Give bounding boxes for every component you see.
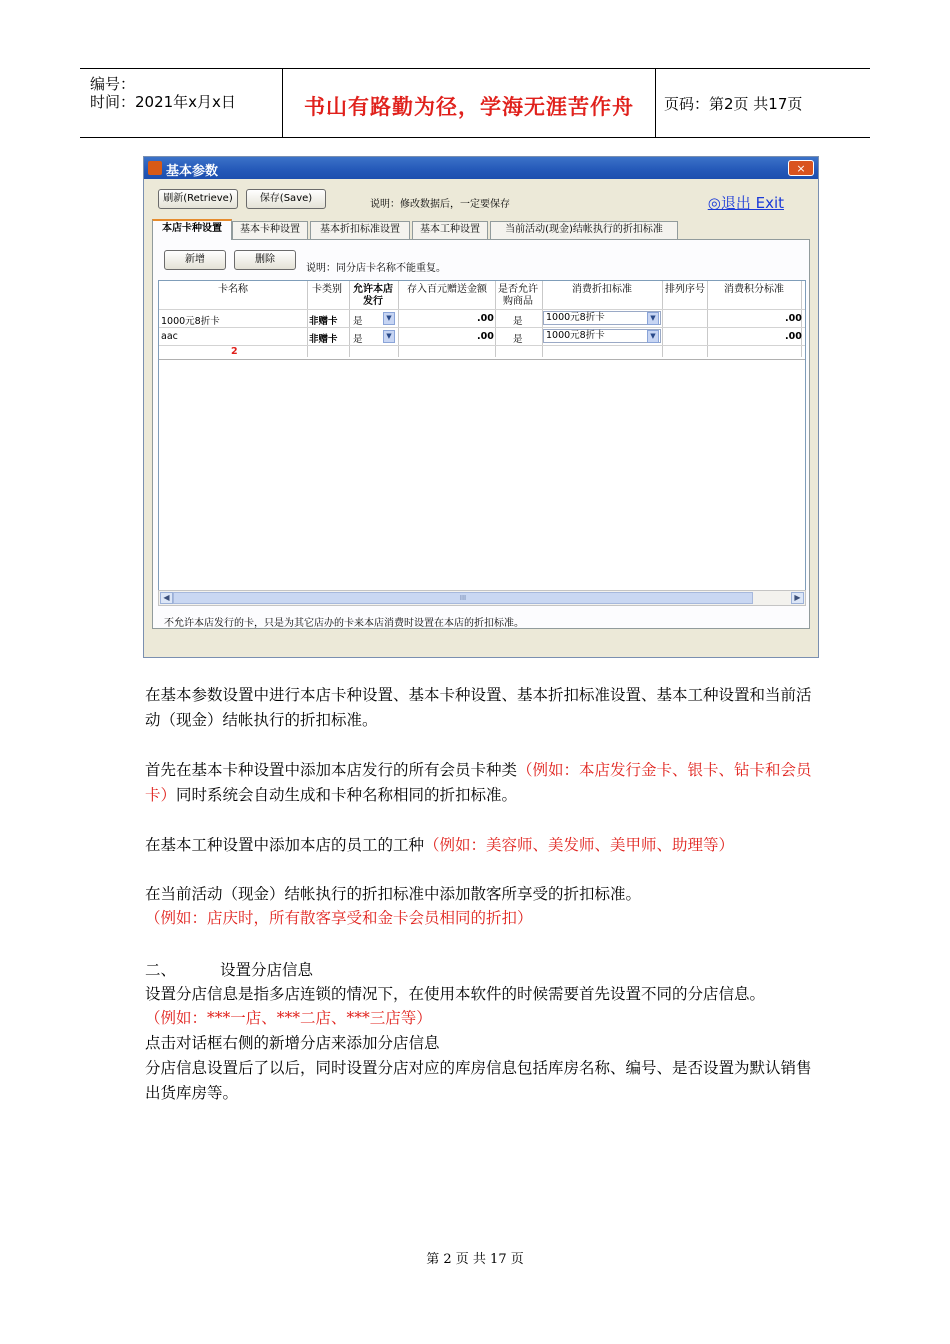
section-title: 设置分店信息 [220,961,314,979]
col-gift-amount: 存入百元赠送金额 [407,284,487,295]
tab-current-activity[interactable]: 当前活动(现金)结帐执行的折扣标准 [490,221,678,239]
paragraph-5-example: （例如：***一店、***二店、***三店等） [145,1009,432,1027]
row-count-marker: 2 [231,346,238,357]
row2-discount-select[interactable]: 1000元8折卡 [543,329,661,343]
row1-discount-select[interactable]: 1000元8折卡 [543,311,661,325]
paragraph-5: 设置分店信息是指多店连锁的情况下，在使用本软件的时候需要首先设置不同的分店信息。 [145,985,766,1003]
scroll-right-icon[interactable]: ▶ [791,592,804,604]
p2-tail: 同时系统会自动生成和卡种名称相同的折扣标准。 [176,786,518,804]
tab-basic-job-types[interactable]: 基本工种设置 [412,221,488,239]
refresh-button[interactable]: 刷新(Retrieve) [158,189,238,209]
chevron-down-icon[interactable]: ▼ [383,330,395,343]
row1-card-name[interactable]: 1000元8折卡 [161,316,220,327]
motto: 书山有路勤为径，学海无涯苦作舟 [304,95,634,119]
col-sort-order: 排列序号 [665,284,705,295]
app-icon [148,161,162,175]
paragraph-4: 在当前活动（现金）结帐执行的折扣标准中添加散客所享受的折扣标准。 [145,885,642,903]
header-right-cell [656,69,870,137]
add-button[interactable]: 新增 [164,250,226,270]
paragraph-6: 点击对话框右侧的新增分店来添加分店信息 [145,1034,440,1052]
p2-example: （例如：本店发行金卡、银卡、钻卡和会员卡） [145,761,812,804]
card-grid [158,280,806,595]
tab-store-card-types[interactable]: 本店卡种设置 [152,219,232,240]
tab-basic-card-types[interactable]: 基本卡种设置 [232,221,308,239]
section-number: 二、 [145,961,177,979]
header-table [80,68,870,138]
panel-note: 说明：同分店卡名称不能重复。 [306,263,446,274]
section-heading [145,958,825,983]
chevron-down-icon[interactable]: ▼ [647,330,659,343]
grid-line [159,309,805,310]
dialog-titlebar [144,157,818,179]
row2-card-name[interactable]: aac [161,331,178,342]
row2-points[interactable]: .00 [785,331,802,342]
paragraph-7: 分店信息设置后了以后，同时设置分店对应的库房信息包括库房名称、编号、是否设置为默认销售出货库房等。 [145,1059,812,1102]
col-discount: 消费折扣标准 [572,284,632,295]
delete-button[interactable]: 删除 [234,250,296,270]
exit-link[interactable]: ◎退出 Exit [707,194,784,212]
p2-text: 首先在基本卡种设置中添加本店发行的所有会员卡种类 [145,761,518,779]
col-allow-issue: 允许本店发行 [353,284,393,307]
grid-line [159,327,805,328]
col-card-name: 卡名称 [218,284,248,295]
header-left-cell [80,69,282,137]
paragraph-3 [145,833,825,858]
row1-allow: 是 [353,316,363,327]
basic-params-dialog [143,156,819,658]
row2-allow: 是 [353,334,363,345]
chevron-down-icon[interactable]: ▼ [647,312,659,325]
footer-note: 不允许本店发行的卡，只是为其它店办的卡来本店消费时设置在本店的折扣标准。 [164,618,524,629]
dialog-title: 基本参数 [166,164,219,179]
row2-card-type[interactable]: 非赠卡 [309,334,338,345]
grid-line [159,359,805,360]
grid-line [159,345,805,346]
close-button[interactable]: × [788,160,814,176]
chevron-down-icon[interactable]: ▼ [383,312,395,325]
col-points: 消费积分标准 [724,284,784,295]
number-label: 编号： [90,75,136,93]
row2-goods[interactable]: 是 [513,334,523,345]
header-center-cell [282,69,656,137]
row1-points[interactable]: .00 [785,313,802,324]
scroll-left-icon[interactable]: ◀ [160,592,173,604]
col-card-type: 卡类别 [312,284,342,295]
row1-gift[interactable]: .00 [477,313,494,324]
paragraph-4-example: （例如：店庆时，所有散客享受和金卡会员相同的折扣） [145,909,533,927]
col-allow-goods: 是否允许购商品 [498,284,538,307]
date-label: 时间：2021年x月x日 [90,93,236,111]
page-footer: 第 2 页 共 17 页 [426,1252,524,1267]
row1-card-type[interactable]: 非赠卡 [309,316,338,327]
page-code: 页码：第2页 共17页 [664,95,803,113]
p3-example: （例如：美容师、美发师、美甲师、助理等） [424,836,735,854]
row1-goods[interactable]: 是 [513,316,523,327]
row2-gift[interactable]: .00 [477,331,494,342]
horizontal-scrollbar[interactable] [158,590,806,606]
paragraph-1: 在基本参数设置中进行本店卡种设置、基本卡种设置、基本折扣标准设置、基本工种设置和当前活动（现金）结帐执行的折扣标准。 [145,686,812,729]
scroll-thumb[interactable]: III [173,592,753,604]
tab-basic-discount[interactable]: 基本折扣标准设置 [310,221,410,239]
save-note: 说明：修改数据后，一定要保存 [370,199,510,210]
save-button[interactable]: 保存(Save) [246,189,326,209]
p3-text: 在基本工种设置中添加本店的员工的工种 [145,836,425,854]
paragraph-2 [145,758,825,808]
